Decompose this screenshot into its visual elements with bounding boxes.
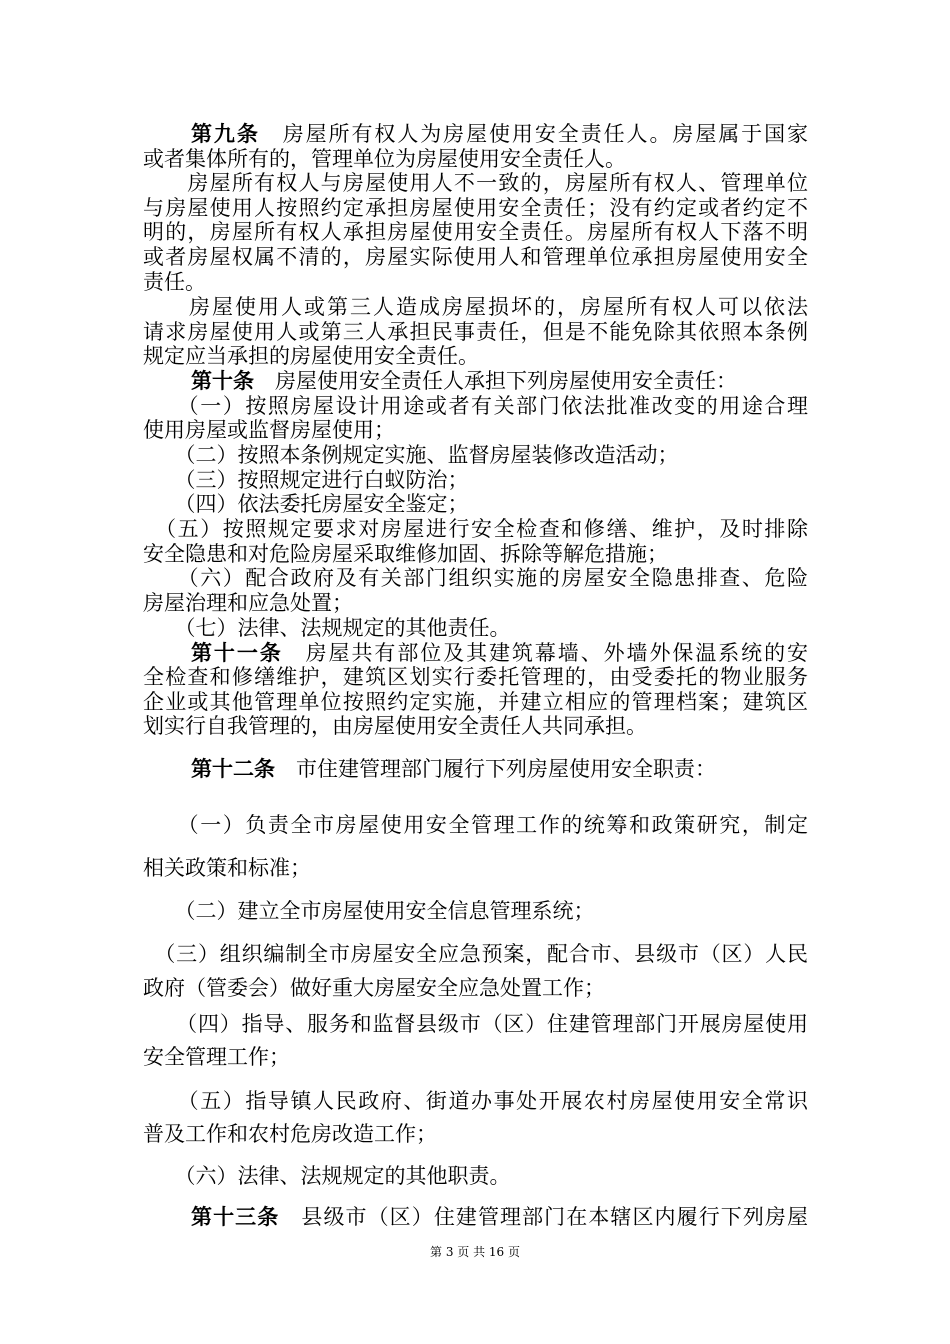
article-heading-line [191,369,808,393]
line-text: 责任。 [143,270,206,294]
line-text: （五）按照规定要求对房屋进行安全检查和修缮、维护，及时排除 [143,517,808,541]
line-text: 全检查和修缮维护，建筑区划实行委托管理的，由受委托的物业服务 [143,665,808,689]
line-text: 普及工作和农村危房改造工作； [143,1122,437,1146]
article-heading-line [191,122,808,146]
article-number: 第十条 [191,368,254,393]
article-heading-line [191,641,808,665]
line-text: 房屋所有权人与房屋使用人不一致的，房屋所有权人、管理单位 [143,171,808,195]
line-text: （一）按照房屋设计用途或者有关部门依法批准改变的用途合理 [143,394,808,418]
line-text: 政府（管委会）做好重大房屋安全应急处置工作； [143,976,605,1000]
body-text-line [143,171,808,195]
line-text: 规定应当承担的房屋使用安全责任。 [143,344,479,368]
line-text: 房屋使用人或第三人造成房屋损坏的，房屋所有权人可以依法 [143,295,808,319]
body-text-line [143,591,808,615]
line-text: 房屋治理和应急处置； [143,591,353,615]
body-text-line [143,517,808,541]
body-text-line [143,320,808,344]
body-text-line [143,1122,808,1146]
line-text: （三）按照规定进行白蚁防治； [143,468,469,492]
line-text: （六）配合政府及有关部门组织实施的房屋安全隐患排查、危险 [143,566,808,590]
line-text: 或者房屋权属不清的，房屋实际使用人和管理单位承担房屋使用安全 [143,245,808,269]
article-number: 第十一条 [191,640,283,665]
body-text-line [143,1164,808,1188]
body-text-line [143,665,808,689]
page-footer: 第 3 页 共 16 页 [430,1245,520,1259]
line-text: （二）按照本条例规定实施、监督房屋装修改造活动； [143,443,679,467]
line-text: 与房屋使用人按照约定承担房屋使用安全责任；没有约定或者约定不 [143,196,808,220]
line-text: 请求房屋使用人或第三人承担民事责任，但是不能免除其依照本条例 [143,320,808,344]
line-text: 市住建管理部门履行下列房屋使用安全职责： [275,757,716,781]
body-text-line [143,443,808,467]
body-text-line [143,976,808,1000]
line-text: 或者集体所有的，管理单位为房屋使用安全责任人。 [143,147,626,171]
article-heading-line [191,1205,808,1229]
body-text-line [143,220,808,244]
line-text: （二）建立全市房屋使用安全信息管理系统； [143,899,595,923]
line-text: （六）法律、法规规定的其他职责。 [143,1164,511,1188]
body-text-line [143,690,808,714]
body-text-line [143,616,808,640]
line-text: 县级市（区）住建管理部门在本辖区内履行下列房屋 [279,1205,808,1229]
body-text-line [143,1089,808,1113]
line-text: （四）指导、服务和监督县级市（区）住建管理部门开展房屋使用 [143,1012,808,1036]
body-text-line [143,245,808,269]
body-text-line [143,856,808,880]
line-text: （五）指导镇人民政府、街道办事处开展农村房屋使用安全常识 [143,1089,808,1113]
article-number: 第九条 [191,121,260,146]
body-text-line [143,492,808,516]
line-text: 明的，房屋所有权人承担房屋使用安全责任。房屋所有权人下落不明 [143,220,808,244]
body-text-line [143,714,808,738]
body-text-line [143,394,808,418]
body-text-line [143,270,808,294]
body-text-line [143,1012,808,1036]
article-number: 第十二条 [191,756,275,781]
body-text-line [143,344,808,368]
body-text-line [143,1045,808,1069]
body-text-line [143,295,808,319]
body-text-line [143,899,808,923]
line-text: 房屋共有部位及其建筑幕墙、外墙外保温系统的安 [282,641,809,665]
line-text: 相关政策和标准； [143,856,311,880]
article-number: 第十三条 [191,1204,280,1229]
line-text: （一）负责全市房屋使用安全管理工作的统筹和政策研究，制定 [143,813,808,837]
body-text-line [143,942,808,966]
body-text-line [143,542,808,566]
body-text-line [143,147,808,171]
line-text: 企业或其他管理单位按照约定实施，并建立相应的管理档案；建筑区 [143,690,808,714]
article-heading-line [191,757,808,781]
line-text: （四）依法委托房屋安全鉴定； [143,492,469,516]
body-text-line [143,566,808,590]
line-text: 安全管理工作； [143,1045,290,1069]
line-text: 使用房屋或监督房屋使用； [143,418,395,442]
body-text-line [143,196,808,220]
line-text: 安全隐患和对危险房屋采取维修加固、拆除等解危措施； [143,542,668,566]
body-text-line [143,813,808,837]
body-text-line [143,468,808,492]
body-text-line [143,418,808,442]
line-text: 划实行自我管理的，由房屋使用安全责任人共同承担。 [143,714,647,738]
line-text: 房屋所有权人为房屋使用安全责任人。房屋属于国家 [259,122,809,146]
line-text: （三）组织编制全市房屋安全应急预案，配合市、县级市（区）人民 [143,942,808,966]
line-text: 房屋使用安全责任人承担下列房屋使用安全责任： [254,369,737,393]
line-text: （七）法律、法规规定的其他责任。 [143,616,511,640]
